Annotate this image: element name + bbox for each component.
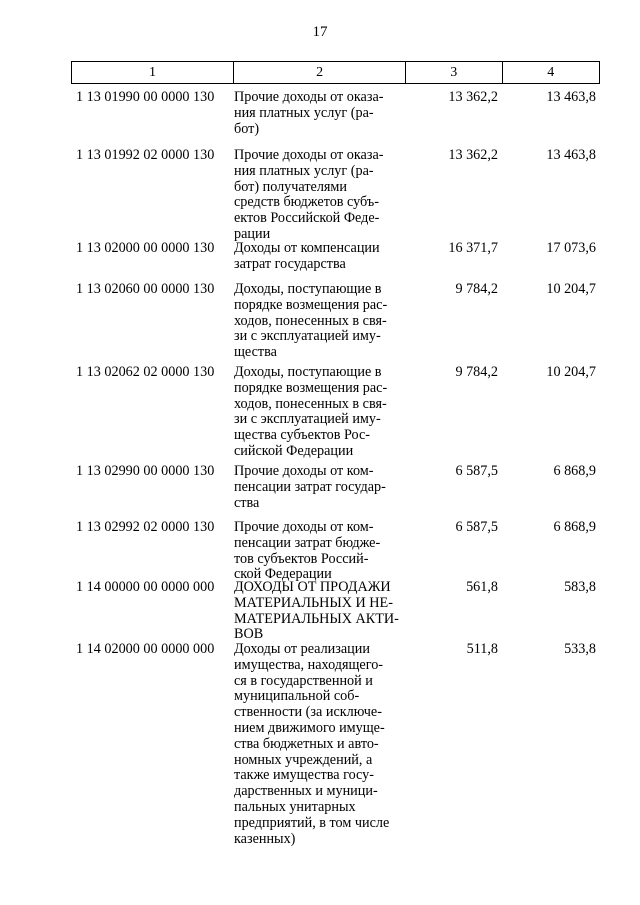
revenue-name-line: сийской Федерации [234, 442, 354, 459]
column-header-table [71, 61, 600, 84]
revenue-name-line: ской Федерации [234, 566, 332, 583]
revenue-name [234, 148, 401, 243]
revenue-name-line: ния платных услуг (ра- [234, 104, 374, 121]
revenue-name-line: Прочие доходы от оказа- [234, 89, 384, 105]
revenue-name-line: зи с эксплуатацией иму- [234, 328, 381, 345]
amount-column-3: 16 371,7 [448, 240, 498, 256]
budget-classification-code: 1 14 02000 00 0000 000 [76, 641, 215, 657]
page-number: 17 [312, 24, 328, 40]
revenue-name-line: бот) [234, 120, 260, 137]
revenue-name-line: Прочие доходы от ком- [234, 519, 374, 535]
revenue-name [234, 90, 401, 137]
revenue-name-line: ектов Российской Феде- [234, 210, 380, 227]
revenue-name-line: МАТЕРИАЛЬНЫХ И НЕ- [234, 594, 393, 611]
revenue-name-line: пенсации затрат государ- [234, 478, 386, 495]
revenue-name [234, 241, 401, 273]
revenue-name-line: Прочие доходы от оказа- [234, 147, 384, 163]
amount-column-3: 6 587,5 [455, 519, 498, 535]
amount-column-3: 13 362,2 [448, 147, 498, 163]
revenue-name [234, 464, 401, 511]
revenue-name-line: МАТЕРИАЛЬНЫХ АКТИ- [234, 610, 399, 627]
revenue-name-line: ДОХОДЫ ОТ ПРОДАЖИ [234, 579, 391, 595]
revenue-name-line: ходов, понесенных в свя- [234, 395, 387, 412]
revenue-name-line: порядке возмещения рас- [234, 296, 388, 313]
revenue-name-line: имущества, находящего- [234, 656, 384, 673]
budget-classification-code: 1 13 01990 00 0000 130 [76, 89, 215, 105]
revenue-name-line: казенных) [234, 830, 296, 847]
revenue-name-line: ВОВ [234, 626, 264, 643]
budget-classification-code: 1 13 02000 00 0000 130 [76, 240, 215, 256]
revenue-name-line: затрат государства [234, 255, 346, 272]
budget-classification-code: 1 14 00000 00 0000 000 [76, 579, 215, 595]
revenue-name [234, 520, 401, 583]
amount-column-3: 13 362,2 [448, 89, 498, 105]
amount-column-4: 10 204,7 [546, 281, 596, 297]
column-header-4: 4 [502, 62, 599, 84]
revenue-name-line: щества субъектов Рос- [234, 427, 371, 444]
revenue-name-line: рации [234, 225, 271, 242]
budget-classification-code: 1 13 02990 00 0000 130 [76, 463, 215, 479]
revenue-name-line: тов субъектов Россий- [234, 550, 369, 567]
amount-column-4: 533,8 [564, 641, 596, 657]
revenue-name-line: предприятий, в том числе [234, 814, 390, 831]
revenue-name-line: Доходы, поступающие в [234, 281, 382, 297]
amount-column-4: 17 073,6 [546, 240, 596, 256]
revenue-name-line: щества [234, 344, 277, 361]
revenue-name-line: пальных унитарных [234, 798, 356, 815]
revenue-name-line: ния платных услуг (ра- [234, 162, 374, 179]
budget-classification-code: 1 13 02062 02 0000 130 [76, 364, 215, 380]
revenue-name-line: Доходы от компенсации [234, 240, 380, 256]
revenue-name-line: порядке возмещения рас- [234, 379, 388, 396]
column-header-1: 1 [72, 62, 234, 84]
revenue-name-line: ства бюджетных и авто- [234, 735, 379, 752]
column-header-3: 3 [406, 62, 502, 84]
revenue-name-line: ся в государственной и [234, 672, 373, 689]
amount-column-4: 6 868,9 [553, 463, 596, 479]
column-header-2: 2 [234, 62, 406, 84]
revenue-name [234, 365, 401, 460]
revenue-name [234, 580, 401, 643]
amount-column-3: 9 784,2 [455, 364, 498, 380]
budget-classification-code: 1 13 01992 02 0000 130 [76, 147, 215, 163]
revenue-name-line: средств бюджетов субъ- [234, 194, 379, 211]
revenue-name-line: ходов, понесенных в свя- [234, 312, 387, 329]
revenue-name-line: нием движимого имуще- [234, 719, 385, 736]
budget-classification-code: 1 13 02992 02 0000 130 [76, 519, 215, 535]
revenue-name-line: бот) получателями [234, 178, 348, 195]
amount-column-3: 511,8 [466, 641, 498, 657]
revenue-name [234, 282, 401, 361]
amount-column-3: 9 784,2 [455, 281, 498, 297]
revenue-name-line: Прочие доходы от ком- [234, 463, 374, 479]
amount-column-4: 583,8 [564, 579, 596, 595]
amount-column-3: 561,8 [466, 579, 498, 595]
amount-column-3: 6 587,5 [455, 463, 498, 479]
amount-column-4: 10 204,7 [546, 364, 596, 380]
amount-column-4: 13 463,8 [546, 147, 596, 163]
revenue-name-line: ства [234, 494, 260, 511]
amount-column-4: 6 868,9 [553, 519, 596, 535]
revenue-name-line: пенсации затрат бюдже- [234, 534, 381, 551]
revenue-name [234, 642, 401, 847]
revenue-name-line: ственности (за исключе- [234, 704, 382, 721]
revenue-name-line: номных учреждений, а [234, 751, 373, 768]
revenue-name-line: дарственных и муници- [234, 783, 378, 800]
revenue-name-line: также имущества госу- [234, 767, 374, 784]
column-header-row [72, 62, 600, 84]
revenue-name-line: Доходы от реализации [234, 641, 370, 657]
revenue-name-line: Доходы, поступающие в [234, 364, 382, 380]
amount-column-4: 13 463,8 [546, 89, 596, 105]
budget-classification-code: 1 13 02060 00 0000 130 [76, 281, 215, 297]
revenue-name-line: муниципальной соб- [234, 688, 360, 705]
revenue-name-line: зи с эксплуатацией иму- [234, 411, 381, 428]
